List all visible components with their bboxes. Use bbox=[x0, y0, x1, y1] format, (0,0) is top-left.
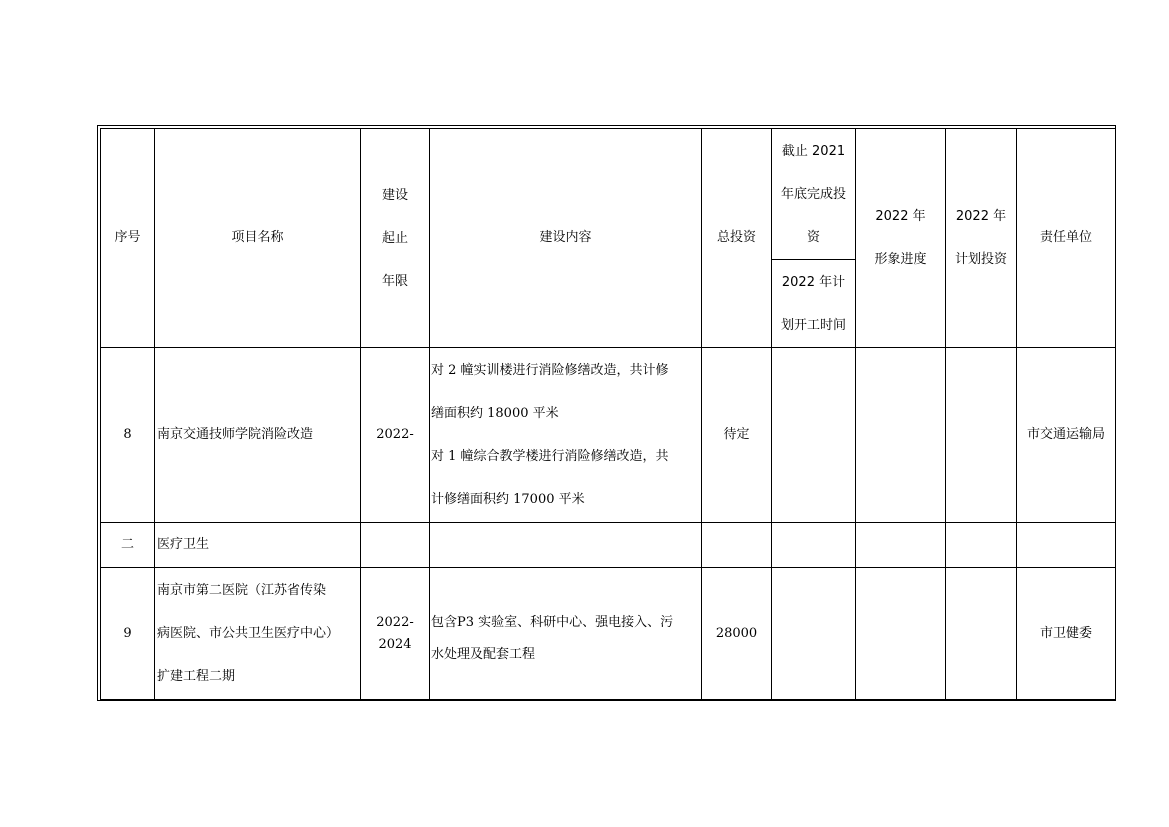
row-done bbox=[772, 568, 856, 700]
header-row bbox=[101, 129, 1116, 260]
header-period-line-2: 起止 bbox=[381, 230, 408, 246]
header-plan-line-1: 2022 年 bbox=[955, 209, 1007, 224]
row-content-line-1: 包含P3 实验室、科研中心、强电接入、污 bbox=[431, 615, 674, 630]
row-progress bbox=[856, 348, 946, 523]
header-name: 项目名称 bbox=[155, 129, 361, 348]
row-content-line-3: 对 1 幢综合教学楼进行消险修缮改造，共 bbox=[431, 449, 669, 464]
header-done-line-3: 资 bbox=[806, 229, 820, 245]
header-seq: 序号 bbox=[101, 129, 155, 348]
row-plan bbox=[946, 568, 1017, 700]
table-row bbox=[101, 348, 1116, 523]
row-unit bbox=[1017, 523, 1116, 568]
row-seq: 二 bbox=[101, 523, 155, 568]
row-content-line-1: 对 2 幢实训楼进行消险修缮改造，共计修 bbox=[431, 363, 669, 378]
header-plan-line-2: 计划投资 bbox=[954, 252, 1007, 267]
header-start-line-2: 划开工时间 bbox=[780, 317, 846, 333]
row-done bbox=[772, 523, 856, 568]
header-done-line-1: 截止 2021 bbox=[781, 143, 846, 159]
row-seq: 9 bbox=[101, 568, 155, 700]
header-period-line-1: 建设 bbox=[381, 187, 408, 203]
row-content bbox=[430, 568, 702, 700]
row-unit: 市卫健委 bbox=[1017, 568, 1116, 700]
header-plan bbox=[946, 129, 1017, 348]
header-done-line-2: 年底完成投 bbox=[780, 186, 846, 202]
row-done bbox=[772, 348, 856, 523]
row-unit: 市交通运输局 bbox=[1017, 348, 1116, 523]
header-start-line-1: 2022 年计 bbox=[781, 274, 846, 290]
row-content-line-2: 水处理及配套工程 bbox=[431, 647, 536, 662]
row-progress bbox=[856, 523, 946, 568]
row-total bbox=[702, 523, 772, 568]
row-name-line-1: 南京市第二医院（江苏省传染 bbox=[157, 583, 327, 598]
header-done bbox=[772, 129, 856, 260]
row-content-line-2: 缮面积约 18000 平米 bbox=[431, 406, 559, 421]
row-name bbox=[155, 568, 361, 700]
header-start bbox=[772, 260, 856, 348]
row-name-line-3: 扩建工程二期 bbox=[157, 669, 236, 684]
row-content bbox=[430, 523, 702, 568]
header-progress bbox=[856, 129, 946, 348]
row-content bbox=[430, 348, 702, 523]
header-progress-line-1: 2022 年 bbox=[875, 209, 926, 224]
row-name: 南京交通技师学院消险改造 bbox=[155, 348, 361, 523]
header-period-line-3: 年限 bbox=[381, 273, 408, 289]
project-table bbox=[97, 125, 1116, 701]
header-unit: 责任单位 bbox=[1017, 129, 1116, 348]
row-total: 28000 bbox=[702, 568, 772, 700]
row-name-line-2: 病医院、市公共卫生医疗中心） bbox=[157, 626, 340, 641]
project-table-grid bbox=[100, 128, 1116, 700]
row-plan bbox=[946, 348, 1017, 523]
table-row-category bbox=[101, 523, 1116, 568]
table-row bbox=[101, 568, 1116, 700]
row-name: 医疗卫生 bbox=[155, 523, 361, 568]
row-plan bbox=[946, 523, 1017, 568]
row-period: 2022- bbox=[361, 348, 430, 523]
row-seq: 8 bbox=[101, 348, 155, 523]
row-content-line-4: 计修缮面积约 17000 平米 bbox=[431, 492, 585, 507]
header-period bbox=[361, 129, 430, 348]
row-progress bbox=[856, 568, 946, 700]
row-period: 2022-2024 bbox=[361, 568, 430, 700]
header-content: 建设内容 bbox=[430, 129, 702, 348]
header-progress-line-2: 形象进度 bbox=[874, 252, 927, 267]
header-total: 总投资 bbox=[702, 129, 772, 348]
row-total: 待定 bbox=[702, 348, 772, 523]
row-period bbox=[361, 523, 430, 568]
